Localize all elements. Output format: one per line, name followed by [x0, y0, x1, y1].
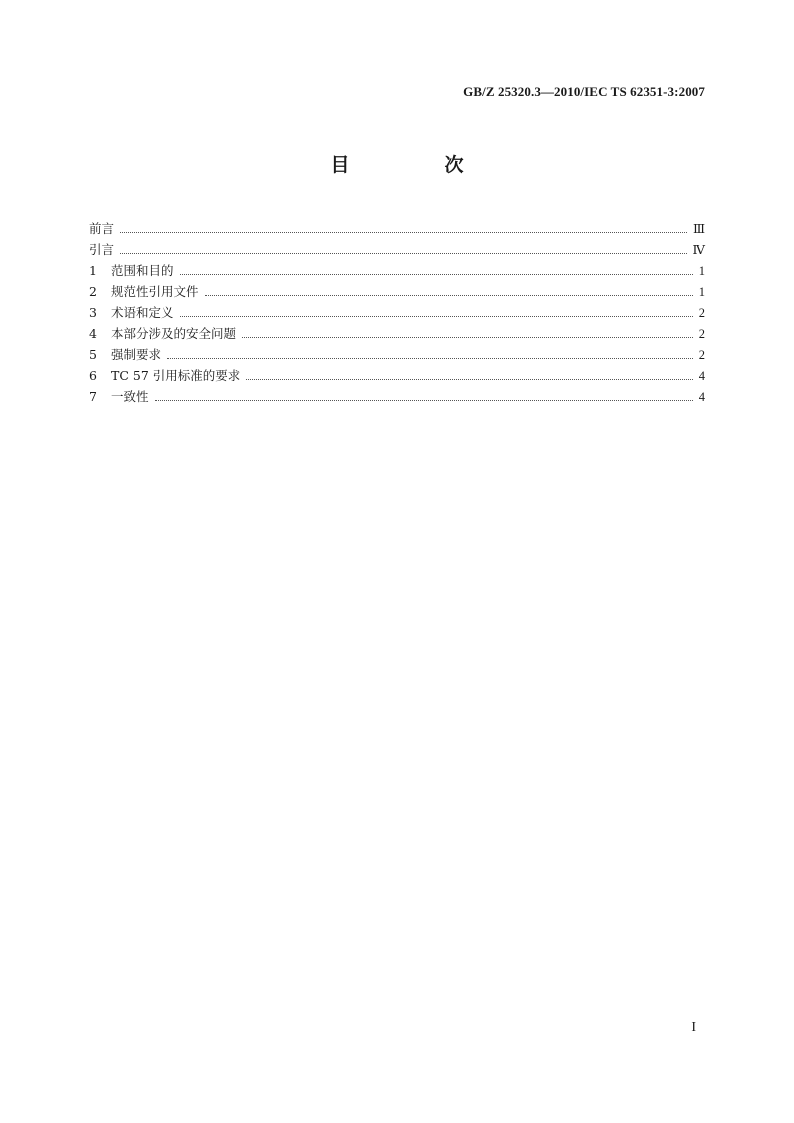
toc-entry-6[interactable]: [89, 365, 705, 386]
dot-leader: [180, 274, 693, 275]
toc-entry-page: 2: [698, 327, 705, 341]
toc-entry-2[interactable]: [89, 281, 705, 302]
dot-leader: [120, 253, 686, 254]
toc-entry-page: Ⅲ: [692, 222, 705, 236]
toc-entry-number: 6: [89, 368, 97, 383]
dot-leader: [155, 400, 693, 401]
toc-entry-page: 1: [698, 285, 705, 299]
toc-entry-number: 5: [89, 347, 97, 362]
toc-entry-foreword[interactable]: [89, 218, 705, 239]
dot-leader: [246, 379, 692, 380]
toc-entry-label: 本部分涉及的安全问题: [111, 326, 237, 341]
toc-entry-5[interactable]: [89, 344, 705, 365]
toc-entry-label: 一致性: [111, 389, 149, 404]
toc-entry-label: 术语和定义: [111, 305, 174, 320]
table-of-contents: [89, 218, 705, 407]
dot-leader: [120, 232, 687, 233]
page-number: I: [691, 1020, 696, 1035]
toc-entry-page: 4: [698, 390, 705, 404]
toc-entry-number: 7: [89, 389, 97, 404]
toc-entry-page: 4: [698, 369, 705, 383]
toc-entry-number: 3: [89, 305, 97, 320]
toc-entry-1[interactable]: [89, 260, 705, 281]
toc-entry-label: 引言: [89, 242, 115, 257]
dot-leader: [167, 358, 693, 359]
toc-entry-label: TC 57 引用标准的要求: [111, 368, 241, 383]
toc-title: 目 次: [330, 154, 502, 176]
toc-entry-number: 4: [89, 326, 97, 341]
dot-leader: [242, 337, 693, 338]
toc-entry-3[interactable]: [89, 302, 705, 323]
toc-entry-label: 强制要求: [111, 347, 162, 362]
toc-entry-label: 规范性引用文件: [111, 284, 199, 299]
dot-leader: [180, 316, 693, 317]
toc-entry-page: Ⅳ: [692, 243, 705, 257]
toc-entry-page: 1: [698, 264, 705, 278]
dot-leader: [205, 295, 693, 296]
toc-entry-page: 2: [698, 306, 705, 320]
standard-code: GB/Z 25320.3—2010/IEC TS 62351-3:2007: [463, 84, 705, 99]
toc-entry-number: 1: [89, 263, 97, 278]
toc-entry-label: 范围和目的: [111, 263, 174, 278]
toc-entry-4[interactable]: [89, 323, 705, 344]
toc-entry-number: 2: [89, 284, 97, 299]
toc-entry-label: 前言: [89, 221, 115, 236]
toc-entry-7[interactable]: [89, 386, 705, 407]
toc-entry-page: 2: [698, 348, 705, 362]
toc-entry-introduction[interactable]: [89, 239, 705, 260]
